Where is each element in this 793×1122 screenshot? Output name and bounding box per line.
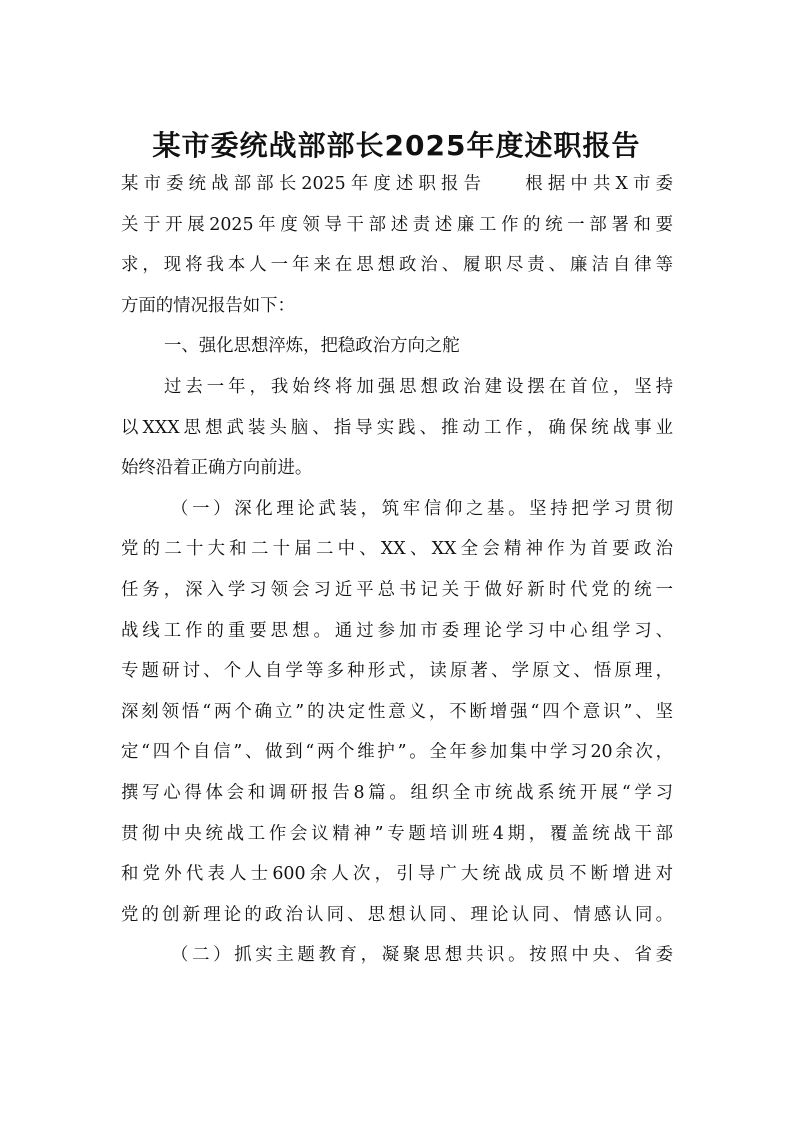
- paragraph-line: 任务，深入学习领会习近平总书记关于做好新时代党的统一: [121, 579, 673, 600]
- page-title: 某市委统战部部长2025年度述职报告: [152, 129, 641, 162]
- paragraph-line: 方面的情况报告如下：: [121, 295, 295, 316]
- paragraph-line: [121, 164, 673, 205]
- paragraph-line: 深刻领悟“两个确立”的决定性意义，不断增强“四个意识”、坚: [121, 701, 673, 722]
- paragraph-line: 撰写心得体会和调研报告8篇。组织全市统战系统开展“学习: [121, 782, 673, 803]
- section-heading: 一、强化思想淬炼，把稳政治方向之舵: [164, 336, 460, 357]
- paragraph-line: 专题研讨、个人自学等多种形式，读原著、学原文、悟原理，: [121, 661, 673, 682]
- heading-repeat-text: 某市委统战部部长2025年度述职报告: [121, 174, 487, 194]
- subsection-line: （一）深化理论武装，筑牢信仰之基。坚持把学习贯彻: [171, 498, 673, 519]
- paragraph-line: 以XXX思想武装头脑、指导实践、推动工作，确保统战事业: [121, 417, 673, 438]
- paragraph-line: 过去一年，我始终将加强思想政治建设摆在首位，坚持: [164, 376, 673, 397]
- paragraph-line: 定“四个自信”、做到“两个维护”。全年参加集中学习20余次，: [121, 742, 673, 763]
- paragraph-line: 和党外代表人士600余人次，引导广大统战成员不断增进对: [121, 864, 673, 885]
- paragraph-line: 战线工作的重要思想。通过参加市委理论学习中心组学习、: [121, 620, 673, 641]
- paragraph-line: 贯彻中央统战工作会议精神”专题培训班4期，覆盖统战干部: [121, 823, 673, 844]
- intro-text: 根据中共X市委: [520, 174, 673, 194]
- paragraph-line: 关于开展2025年度领导干部述责述廉工作的统一部署和要: [121, 214, 673, 235]
- paragraph-line: 党的创新理论的政治认同、思想认同、理论认同、情感认同。: [121, 904, 673, 925]
- paragraph-line: 党的二十大和二十届二中、XX、XX全会精神作为首要政治: [121, 539, 673, 560]
- paragraph-line: 求，现将我本人一年来在思想政治、履职尽责、廉洁自律等: [121, 255, 673, 276]
- paragraph-line: 始终沿着正确方向前进。: [121, 458, 313, 479]
- subsection-line: （二）抓实主题教育，凝聚思想共识。按照中央、省委: [171, 945, 673, 966]
- document-body: [121, 164, 673, 976]
